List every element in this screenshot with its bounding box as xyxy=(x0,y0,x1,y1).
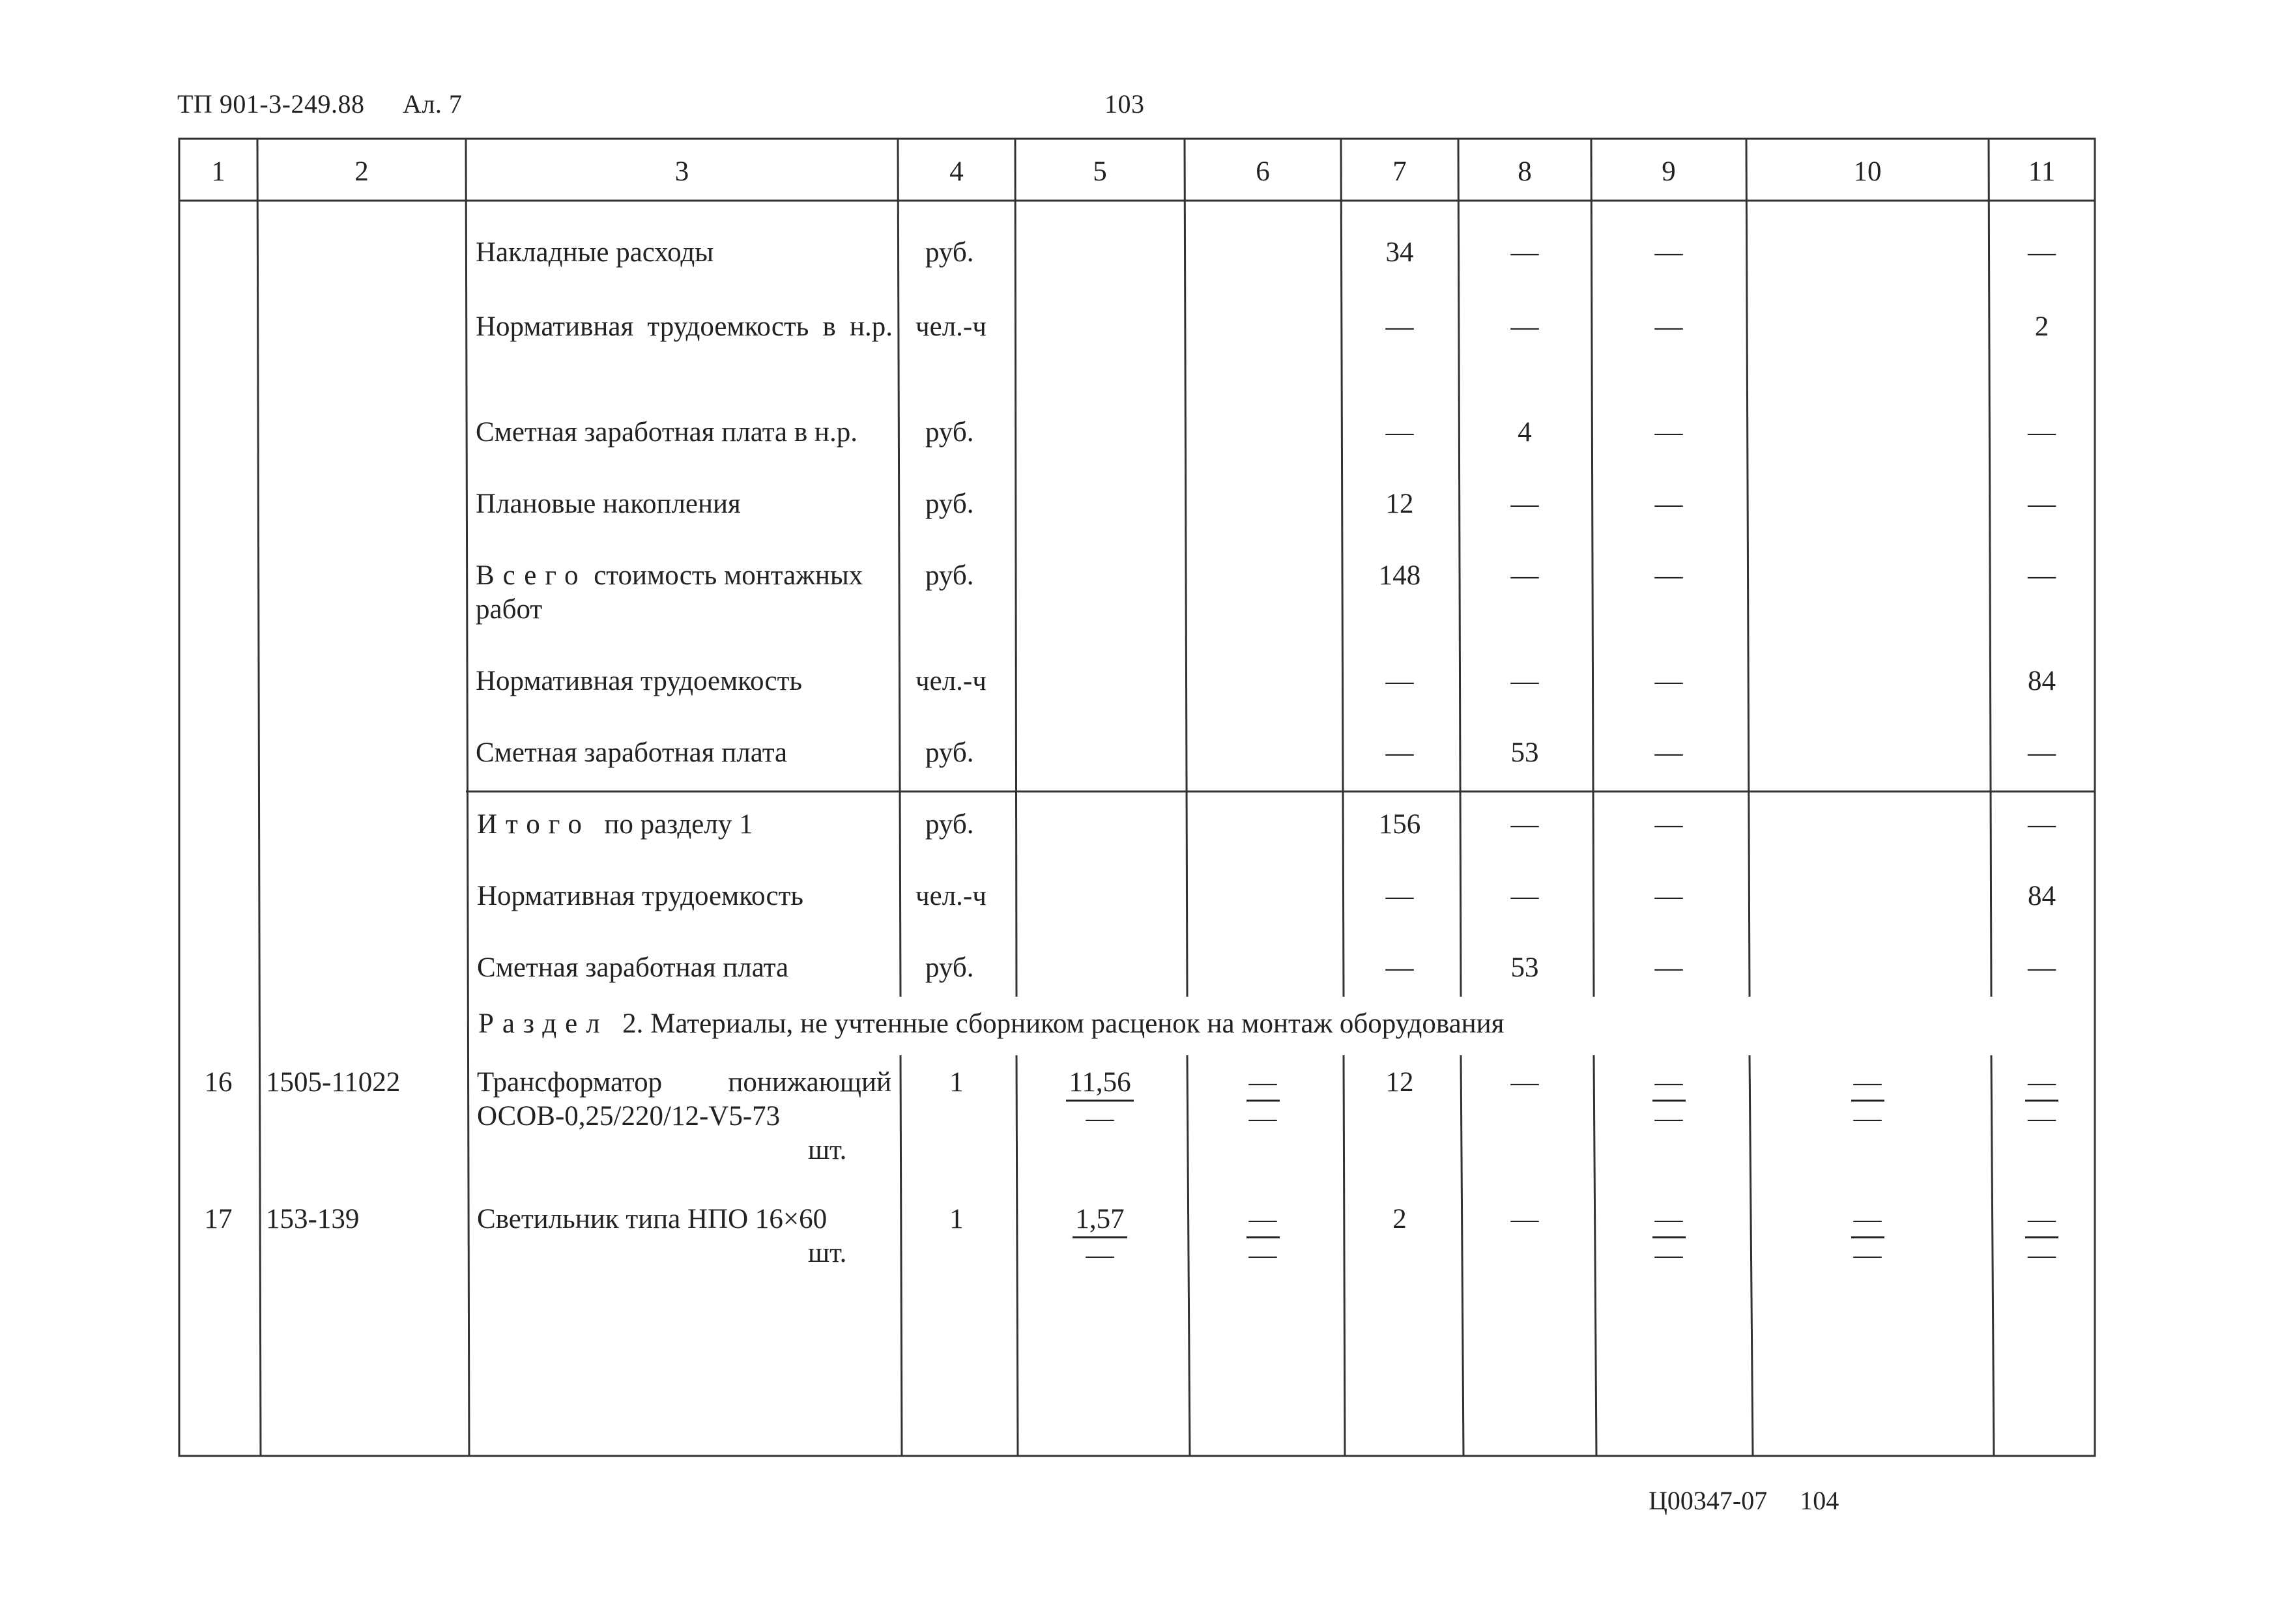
row-col7: 34 xyxy=(1385,237,1414,268)
row-col8: — xyxy=(1510,489,1539,519)
col-header-5: 5 xyxy=(1093,156,1107,187)
footer-code: Ц00347-07 xyxy=(1649,1486,1768,1515)
page-number: 103 xyxy=(1104,89,1145,119)
row-col7: — xyxy=(1385,417,1414,448)
document-code: ТП 901-3-249.88 xyxy=(177,89,365,119)
row-col11: — xyxy=(2028,417,2056,448)
row-col7: 156 xyxy=(1378,809,1421,840)
row-unit: руб. xyxy=(925,809,974,840)
item-col7: 2 xyxy=(1392,1204,1407,1234)
item-desc-line1: Трансформатор понижающий xyxy=(477,1067,891,1098)
row-desc-spaced: Всего xyxy=(476,560,587,591)
row-col11: — xyxy=(2028,952,2056,983)
row-desc: Сметная заработная плата xyxy=(477,952,789,983)
row-unit: руб. xyxy=(925,417,974,448)
col-header-3: 3 xyxy=(674,156,689,187)
row-unit: чел.-ч xyxy=(915,881,987,911)
row-col8: 53 xyxy=(1510,737,1539,768)
row-col11: — xyxy=(2028,489,2056,519)
footer-page: 104 xyxy=(1800,1486,1839,1515)
col-header-4: 4 xyxy=(949,156,964,187)
item-col10: — — xyxy=(1746,1066,1989,1135)
row-desc: Нормативная трудоемкость в н.р. xyxy=(476,311,893,342)
row-col7: — xyxy=(1385,737,1414,768)
row-col9: — xyxy=(1654,952,1683,983)
item-number: 16 xyxy=(204,1067,233,1098)
row-col9: — xyxy=(1654,489,1683,519)
item-col10: — — xyxy=(1746,1203,1989,1272)
item-col9: — — xyxy=(1591,1203,1746,1272)
row-col7: 12 xyxy=(1385,489,1414,519)
row-col11: — xyxy=(2028,809,2056,840)
row-col11: 84 xyxy=(2028,881,2056,911)
row-col7: 148 xyxy=(1378,560,1421,591)
section2-label: Раздел xyxy=(478,1008,609,1039)
col-header-9: 9 xyxy=(1662,156,1676,187)
section2-heading xyxy=(478,1007,1504,1041)
row-col9: — xyxy=(1654,809,1683,840)
row-col9: — xyxy=(1654,737,1683,768)
sheet-label: Ал. 7 xyxy=(403,89,463,119)
item-code: 153-139 xyxy=(266,1204,360,1234)
row-desc: Сметная заработная плата в н.р. xyxy=(476,417,857,448)
item-col11: — — xyxy=(1989,1203,2095,1272)
item-qty: 1 xyxy=(949,1204,964,1234)
row-unit: руб. xyxy=(925,560,974,591)
col-header-8: 8 xyxy=(1518,156,1532,187)
row-col8: 53 xyxy=(1510,952,1539,983)
row-unit: руб. xyxy=(925,737,974,768)
row-desc: Нормативная трудоемкость xyxy=(477,881,804,911)
row-unit: руб. xyxy=(925,237,974,268)
row-col9: — xyxy=(1654,311,1683,342)
row-desc: Накладные расходы xyxy=(476,237,714,268)
row-col11: — xyxy=(2028,737,2056,768)
row-col8: — xyxy=(1510,237,1539,268)
row-desc-subtotal xyxy=(477,808,753,842)
item-col6: — — xyxy=(1185,1203,1341,1272)
row-col9: — xyxy=(1654,417,1683,448)
row-unit: руб. xyxy=(925,952,974,983)
item-col8: — xyxy=(1510,1204,1539,1234)
row-col11: 84 xyxy=(2028,666,2056,696)
row-col7: — xyxy=(1385,666,1414,696)
row-col11: — xyxy=(2028,560,2056,591)
row-desc: по разделу 1 xyxy=(604,809,753,840)
col-header-2: 2 xyxy=(354,156,369,187)
col-header-1: 1 xyxy=(211,156,225,187)
item-code: 1505-11022 xyxy=(266,1067,401,1098)
row-col8: — xyxy=(1510,311,1539,342)
row-unit: руб. xyxy=(925,489,974,519)
col-header-7: 7 xyxy=(1392,156,1407,187)
item-unit: шт. xyxy=(808,1135,847,1165)
row-col7: — xyxy=(1385,952,1414,983)
item-col7: 12 xyxy=(1385,1067,1414,1098)
item-number: 17 xyxy=(204,1204,233,1234)
row-col8: — xyxy=(1510,666,1539,696)
row-col8: — xyxy=(1510,809,1539,840)
item-col8: — xyxy=(1510,1067,1539,1098)
row-col9: — xyxy=(1654,881,1683,911)
section2-text: 2. Материалы, не учтенные сборником расценок на монтаж оборудования xyxy=(622,1008,1505,1039)
row-col7: — xyxy=(1385,311,1414,342)
row-desc: стоимость монтажных работ xyxy=(476,560,863,625)
row-desc-spaced: Итого xyxy=(477,809,590,840)
row-col11: — xyxy=(2028,237,2056,268)
row-desc: Плановые накопления xyxy=(476,489,741,519)
item-qty: 1 xyxy=(949,1067,964,1098)
row-unit: чел.-ч xyxy=(915,666,987,696)
row-col8: 4 xyxy=(1518,417,1532,448)
footer xyxy=(1649,1485,1839,1516)
row-col11: 2 xyxy=(2034,311,2049,342)
item-unit: шт. xyxy=(808,1238,847,1268)
row-unit: чел.-ч xyxy=(915,311,987,342)
row-col8: — xyxy=(1510,881,1539,911)
row-desc: Сметная заработная плата xyxy=(476,737,788,768)
item-col6: — — xyxy=(1185,1066,1341,1135)
col-header-6: 6 xyxy=(1256,156,1270,187)
row-col9: — xyxy=(1654,666,1683,696)
row-desc-total xyxy=(476,559,893,627)
row-col8: — xyxy=(1510,560,1539,591)
item-unit-price: 11,56 — xyxy=(1015,1066,1185,1135)
col-header-11: 11 xyxy=(2028,156,2056,187)
row-col7: — xyxy=(1385,881,1414,911)
item-desc-line2: ОСОВ-0,25/220/12-V5-73 xyxy=(477,1101,781,1132)
item-col11: — — xyxy=(1989,1066,2095,1135)
item-desc-line1: Светильник типа НПО 16×60 xyxy=(477,1204,828,1234)
item-col9: — — xyxy=(1591,1066,1746,1135)
row-col9: — xyxy=(1654,237,1683,268)
row-col9: — xyxy=(1654,560,1683,591)
col-header-10: 10 xyxy=(1853,156,1882,187)
item-unit-price: 1,57 — xyxy=(1015,1203,1185,1272)
row-desc: Нормативная трудоемкость xyxy=(476,666,803,696)
